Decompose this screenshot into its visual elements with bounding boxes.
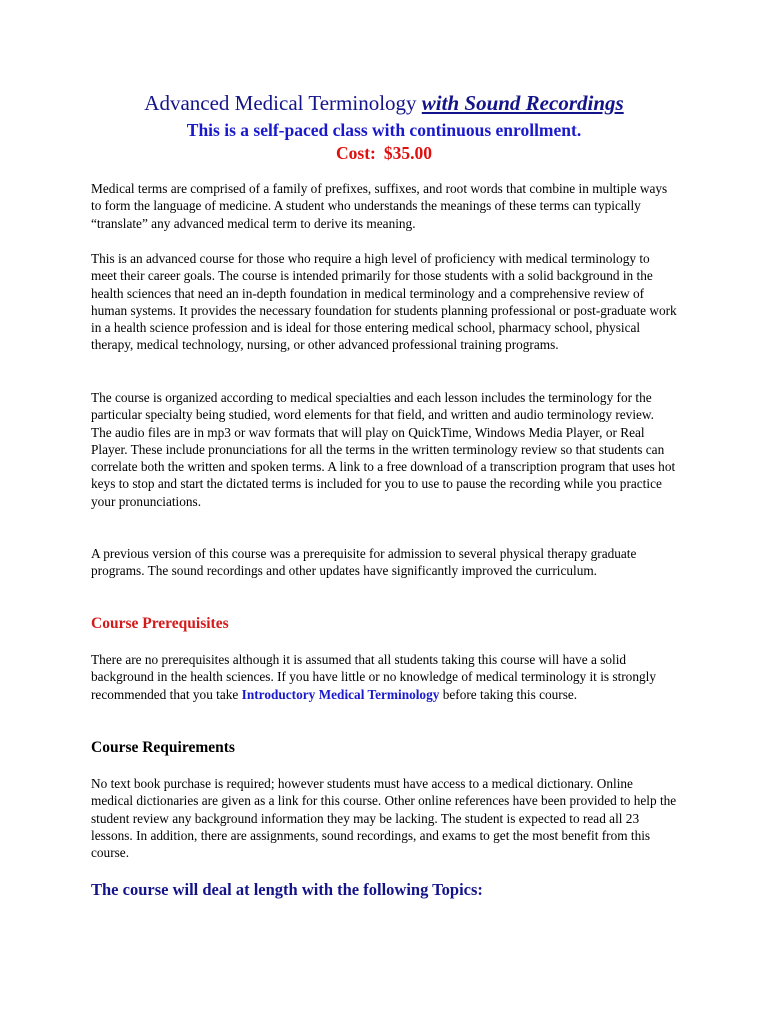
- prerequisites-heading: Course Prerequisites: [91, 615, 229, 632]
- title-main: Advanced Medical Terminology: [144, 91, 417, 115]
- prerequisites-text-after: before taking this course.: [442, 686, 578, 702]
- cost-value: $35.00: [383, 143, 432, 163]
- intro-paragraph-4: A previous version of this course was a prerequisite for admission to several physical therapy graduate programs. The sound recordings and other updates have significantly improved the curriculum.: [91, 546, 637, 579]
- requirements-heading: Course Requirements: [91, 739, 235, 756]
- intro-paragraph-3: The course is organized according to medical specialties and each lesson includes the terminology for the particular specialty being studied, word elements for that field, and written and audio terminology review. The audio files are in mp3 or wav formats that will play on QuickTime, Windows Media Player, or Real Player. These include pronunciations for all the terms in the written terminology review so that students can correlate both the written and spoken terms. A link to a free download of a transcription program that uses hot keys to stop and start the dictated terms is included for you to use to pause the recording while you practice your pronunciations.: [91, 390, 676, 509]
- intro-paragraph-1: Medical terms are comprised of a family of prefixes, suffixes, and root words that combine in multiple ways to form the language of medicine. A student who understands the meanings of these terms can typically “translate” any advanced medical term to derive its meaning.: [91, 181, 668, 231]
- intro-paragraph-2: This is an advanced course for those who require a high level of proficiency with medical terminology to meet their career goals. The course is intended primarily for those students with a solid background in the health sciences that need an in-depth foundation in medical terminology and a comprehensive review of human systems. It provides the necessary foundation for students planning professional or post-graduate work in a health science profession and is ideal for those entering medical school, pharmacy school, physical therapy, medical technology, nursing, or other advanced professional training programs.: [91, 251, 677, 353]
- requirements-paragraph: No text book purchase is required; however students must have access to a medical dictionary. Online medical dictionaries are given as a link for this course. Other online references have been provided to help the student review any background information they may be lacking. The student is expected to read all 23 lessons. In addition, there are assignments, sound recordings, and exams to get the most benefit from this course.: [91, 776, 677, 861]
- introductory-course-link[interactable]: Introductory Medical Terminology: [241, 686, 440, 702]
- cost-line: [0, 142, 768, 164]
- prerequisites-text-before: There are no prerequisites although it is assumed that all students taking this course will have a solid background in the health sciences. If you have little or no knowledge of medical terminology it is strongly recommended that you take: [91, 652, 656, 702]
- page-title: [0, 90, 768, 116]
- topics-heading: The course will deal at length with the following Topics:: [91, 880, 483, 899]
- prerequisites-paragraph: [91, 651, 677, 703]
- title-emphasis: with Sound Recordings: [421, 91, 624, 115]
- page-subtitle: This is a self-paced class with continuous enrollment.: [186, 120, 582, 140]
- cost-label: Cost:: [336, 143, 376, 163]
